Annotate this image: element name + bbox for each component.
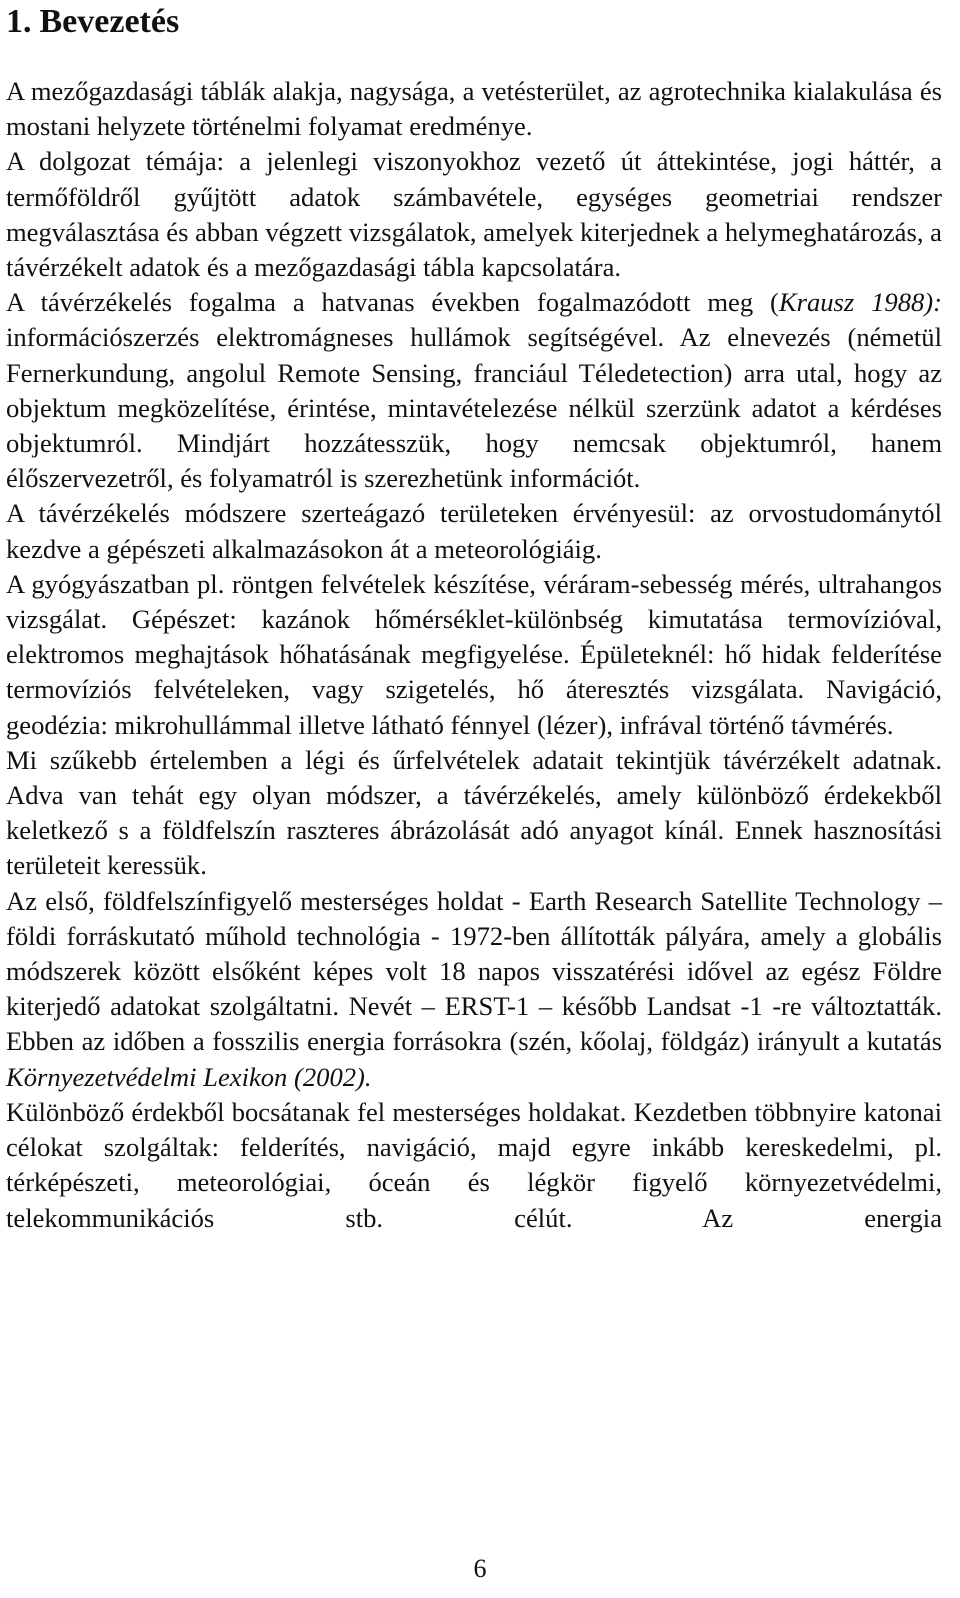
paragraph — [6, 1095, 942, 1236]
section-heading — [6, 2, 942, 42]
body-text — [6, 74, 942, 1236]
paragraph — [6, 144, 942, 285]
section-number: 1. — [6, 3, 32, 40]
paragraph — [6, 74, 942, 144]
paragraph-text: Az első, földfelszínfigyelő mesterséges holdat - Earth Research Satellite Technology – földi forráskutató műhold technológia - 1972-ben állították pályára, amely a globális módszerek között elsőként képes volt 18 napos visszatérési idővel az egész Földre kiterjedő adatokat szolgáltatni. Nevét – ERST-1 – később Landsat -1 -re változtatták. Ebben az időben a fosszilis energia forrásokra (szén, kőolaj, földgáz) irányult a kutatás — [6, 885, 942, 1057]
paragraph — [6, 496, 942, 566]
citation-text: Krausz 1988): — [778, 287, 943, 318]
section-title: Bevezetés — [39, 3, 180, 40]
paragraph-text: A távérzékelés fogalma a hatvanas években fogalmazódott meg ( — [6, 287, 779, 318]
paragraph-text: információszerzés elektromágneses hullámok segítségével. Az elnevezés (németül Fernerkundung, angolul Remote Sensing, franciául Téledetection) arra utal, hogy az objektum megközelítése, érintése, mintavételezése nélkül szerzünk adatot a kérdéses objektumról. Mindjárt hozzátesszük, hogy nemcsak objektumról, hanem élőszervezetről, és folyamatról is szerezhetünk információt. — [6, 322, 942, 494]
paragraph-text: Mi szűkebb értelemben a légi és űrfelvételek adatait tekintjük távérzékelt adatnak. Adva van tehát egy olyan módszer, a távérzékelés, amely különböző érdekekből keletkező s a földfelszín raszteres ábrázolását adó anyagot kínál. Ennek hasznosítási területeit keressük. — [6, 744, 942, 881]
page-number: 6 — [473, 1554, 487, 1583]
citation-text: Környezetvédelmi Lexikon (2002). — [6, 1061, 372, 1092]
paragraph — [6, 884, 942, 1095]
paragraph — [6, 567, 942, 743]
document-page — [6, 0, 942, 1236]
paragraph-text: Különböző érdekből bocsátanak fel mesterséges holdakat. Kezdetben többnyire katonai célokat szolgáltak: felderítés, navigáció, majd egyre inkább kereskedelmi, pl. térképészeti, meteorológiai, óceán és légkör figyelő környezetvédelmi, telekommunikációs stb. célút. Az energia — [6, 1096, 942, 1233]
paragraph-text: A mezőgazdasági táblák alakja, nagysága, a vetésterület, az agrotechnika kialakulása és mostani helyzete történelmi folyamat eredménye. — [6, 76, 942, 142]
paragraph-text: A távérzékelés módszere szerteágazó területeken érvényesül: az orvostudománytól kezdve a gépészeti alkalmazásokon át a meteorológiáig. — [6, 498, 942, 564]
paragraph-text: A dolgozat témája: a jelenlegi viszonyokhoz vezető út áttekintése, jogi háttér, a termőföldről gyűjtött adatok számbavétele, egységes geometriai rendszer megválasztása és abban végzett vizsgálatok, amelyek kiterjednek a helymeghatározás, a távérzékelt adatok és a mezőgazdasági tábla kapcsolatára. — [6, 146, 942, 283]
paragraph — [6, 743, 942, 884]
paragraph-text: A gyógyászatban pl. röntgen felvételek készítése, véráram-sebesség mérés, ultrahangos vizsgálat. Gépészet: kazánok hőmérséklet-különbség kimutatása termovízióval, elektromos meghajtások hőhatásának megfigyelése. Épületeknél: hő hidak felderítése termovíziós felvételeken, vagy szigetelés, hő áteresztés vizsgálata. Navigáció, geodézia: mikrohullámmal illetve látható fénnyel (lézer), infrával történő távmérés. — [6, 568, 942, 740]
paragraph — [6, 285, 942, 496]
